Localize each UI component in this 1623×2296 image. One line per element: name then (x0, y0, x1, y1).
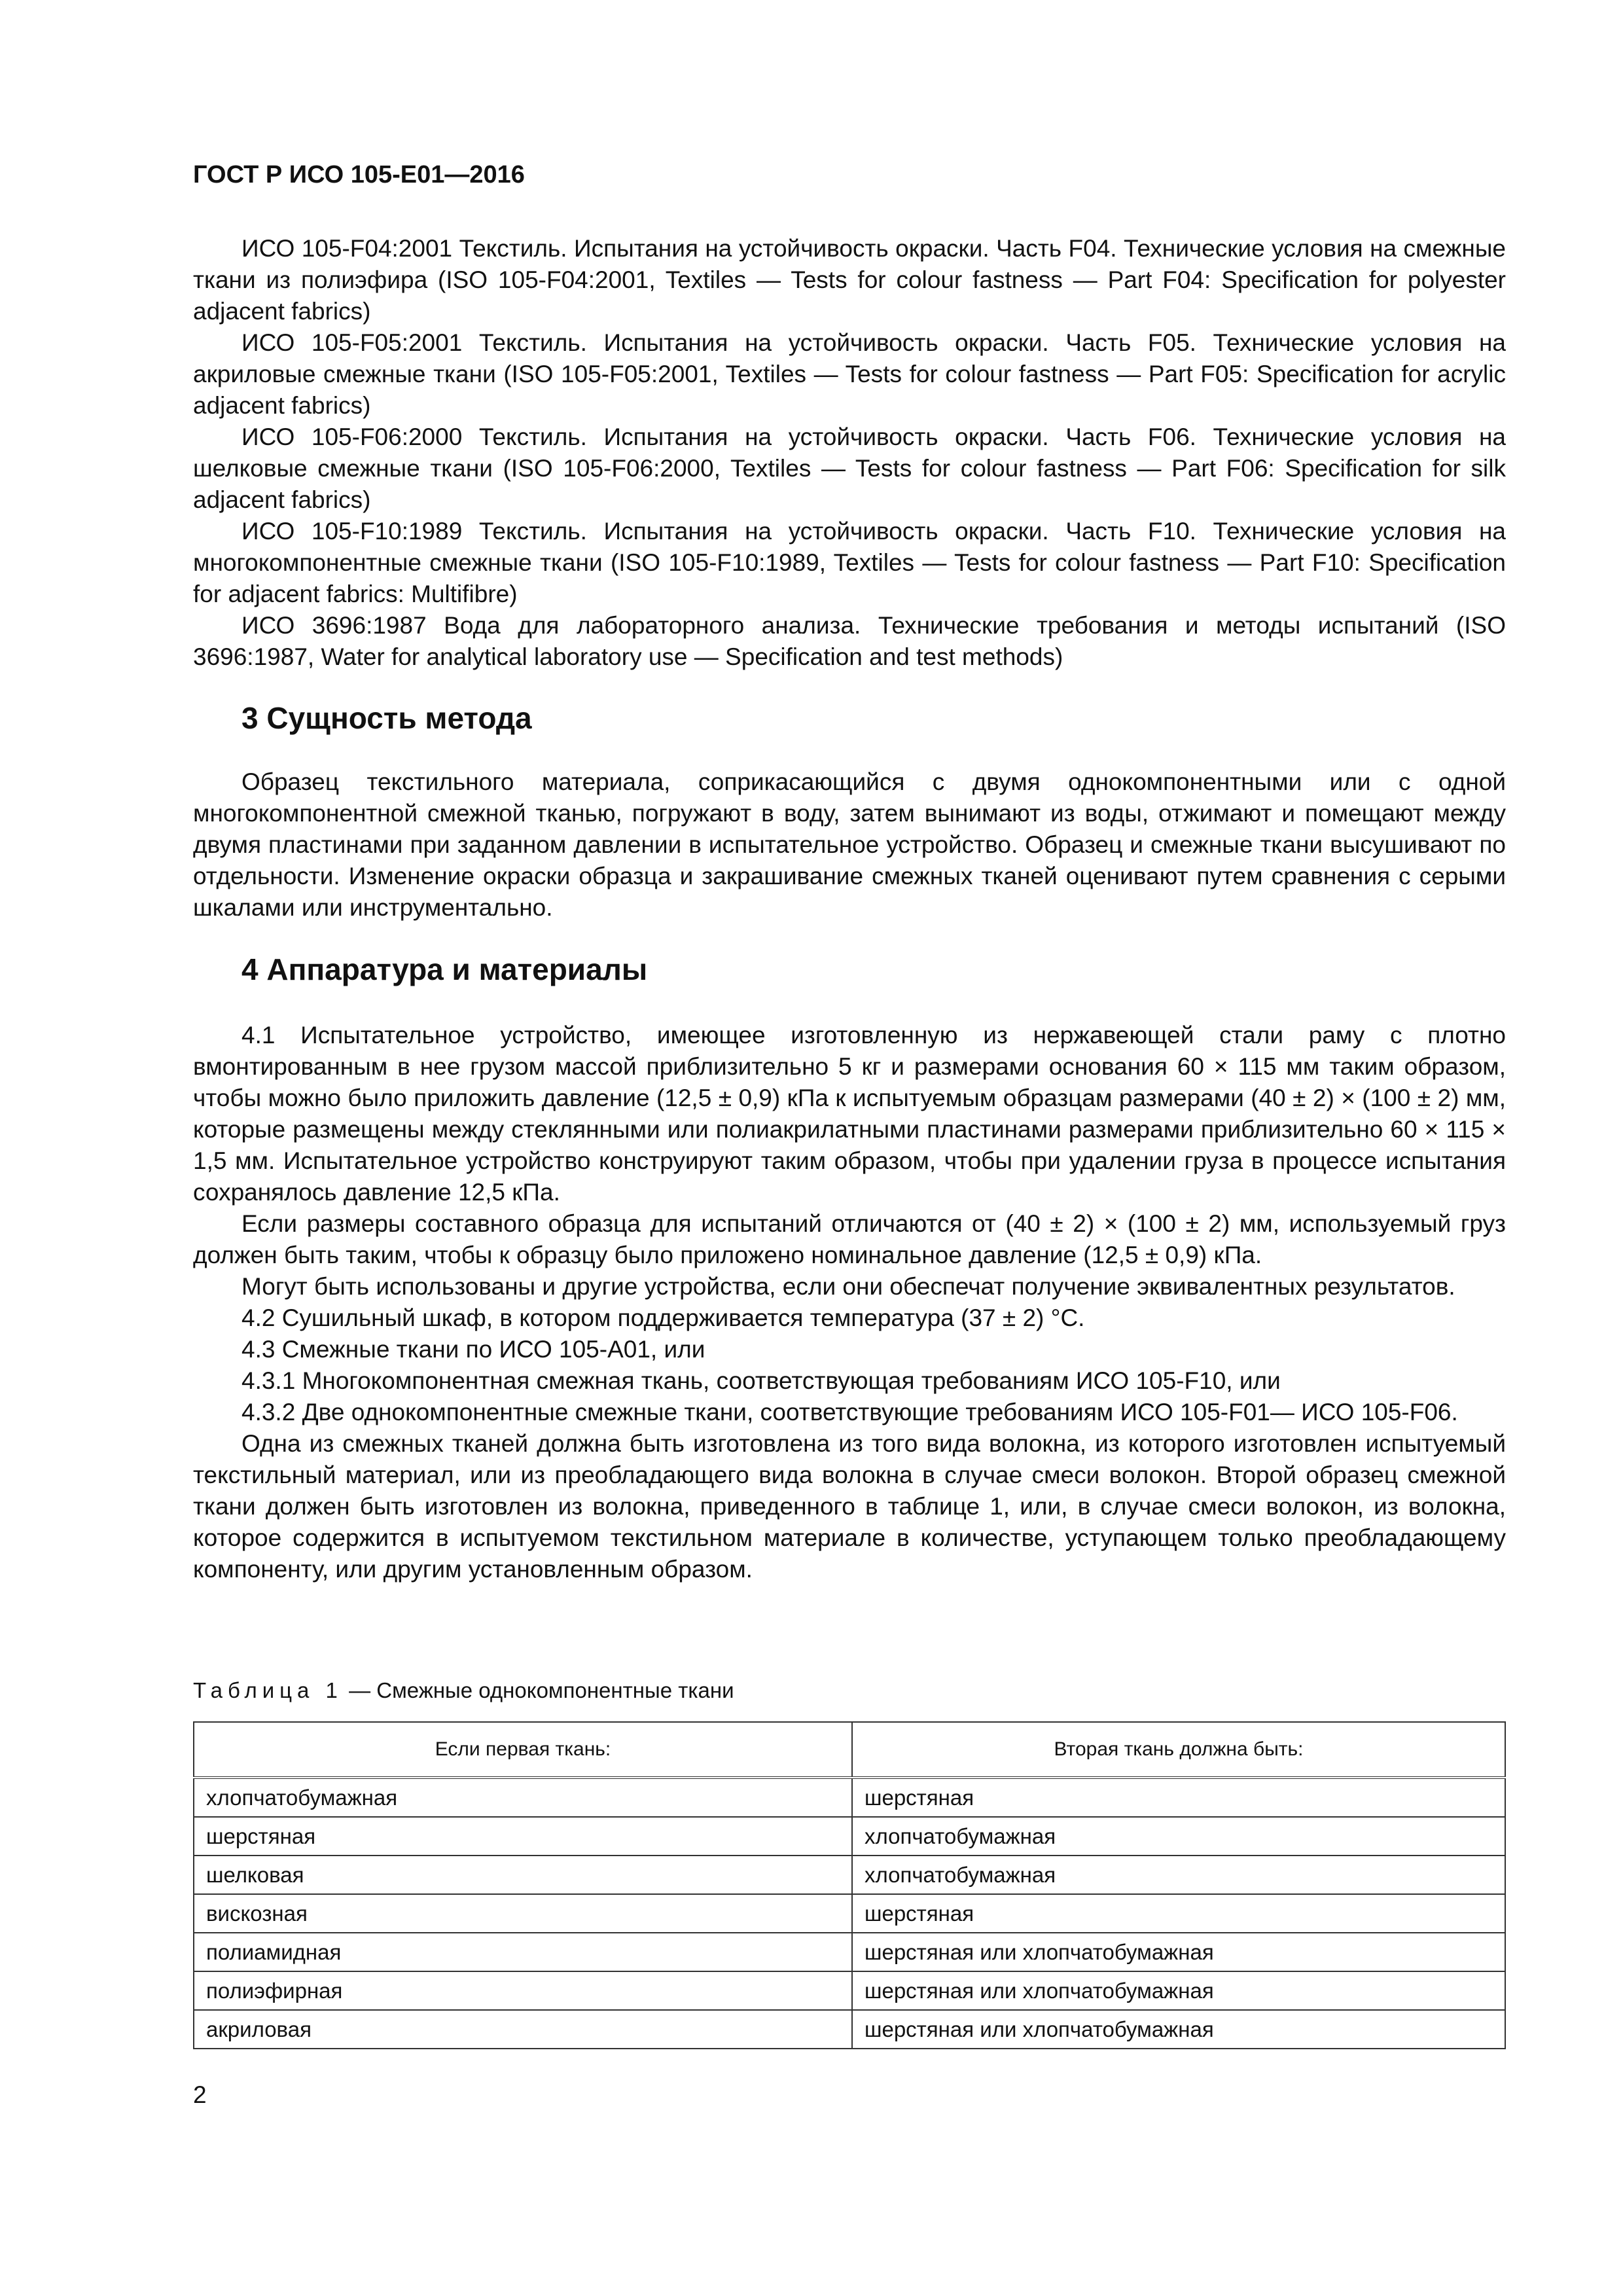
paragraph: Если размеры составного образца для испытаний отличаются от (40 ± 2) × (100 ± 2) мм, используемый груз должен быть таким, чтобы к образцу было приложено номинальное давление (12,5 ± 0,9) кПа. (193, 1210, 1506, 1268)
table-cell: акриловая (194, 2010, 852, 2049)
table-row (194, 1894, 1505, 1933)
table-cell: полиэфирная (194, 1971, 852, 2010)
table-row (194, 1933, 1505, 1971)
normative-references (193, 233, 1506, 673)
reference-item: ИСО 105-F10:1989 Текстиль. Испытания на устойчивость окраски. Часть F10. Технические условия на многокомпонентные смежные ткани (ISO 105-F10:1989, Textiles — Tests for colour fastness — Part F10: Specification for adjacent fabrics: Multifibre) (193, 518, 1506, 607)
paragraph: 4.1 Испытательное устройство, имеющее изготовленную из нержавеющей стали раму с плотно вмонтированным в нее грузом массой приблизительно 5 кг и размерами основания 60 × 115 мм таким образом, чтобы можно было приложить давление (12,5 ± 0,9) кПа к испытуемым образцам размерами (40 ± 2) × (100 ± 2) мм, которые размещены между стеклянными или полиакрилатными пластинами размерами приблизительно 60 × 115 × 1,5 мм. Испытательное устройство конструируют таким образом, чтобы при удалении груза в процессе испытания сохранялось давление 12,5 кПа. (193, 1022, 1506, 1206)
adjacent-fabrics-table (193, 1721, 1506, 2049)
section-3-body (193, 766, 1506, 924)
reference-item: ИСО 105-F04:2001 Текстиль. Испытания на устойчивость окраски. Часть F04. Технические условия на смежные ткани из полиэфира (ISO 105-F04:2001, Textiles — Tests for colour fastness — Part F04: Specification for polyester adjacent fabrics) (193, 235, 1506, 325)
table-cell: полиамидная (194, 1933, 852, 1971)
page-number: 2 (193, 2081, 207, 2108)
table-row (194, 1778, 1505, 1817)
table-cell: хлопчатобумажная (194, 1778, 852, 1817)
paragraph: 4.3.2 Две однокомпонентные смежные ткани, соответствующие требованиям ИСО 105-F01— ИСО 105-F06. (241, 1399, 1458, 1426)
paragraph: 4.3.1 Многокомпонентная смежная ткань, соответствующая требованиям ИСО 105-F10, или (241, 1367, 1281, 1394)
table-row (194, 2010, 1505, 2049)
table-row (194, 1856, 1505, 1894)
table-cell: хлопчатобумажная (852, 1856, 1505, 1894)
table-row (194, 1971, 1505, 2010)
table-cell: шерстяная или хлопчатобумажная (852, 1933, 1505, 1971)
paragraph: Могут быть использованы и другие устройства, если они обеспечат получение эквивалентных результатов. (241, 1273, 1455, 1300)
table-cell: хлопчатобумажная (852, 1817, 1505, 1856)
table-cell: шерстяная (852, 1778, 1505, 1817)
paragraph: 4.3 Смежные ткани по ИСО 105-A01, или (241, 1336, 705, 1363)
table-row (194, 1817, 1505, 1856)
table-caption-label: Таблица 1 (193, 1678, 343, 1702)
table-cell: шерстяная (852, 1894, 1505, 1933)
reference-item: ИСО 3696:1987 Вода для лабораторного анализа. Технические требования и методы испытаний (ISO 3696:1987, Water for analytical laboratory use — Specification and test methods) (193, 612, 1506, 670)
paragraph: 4.2 Сушильный шкаф, в котором поддерживается температура (37 ± 2) °С. (241, 1304, 1085, 1331)
table-cell: шерстяная или хлопчатобумажная (852, 1971, 1505, 2010)
section-3-heading: 3 Сущность метода (241, 701, 532, 735)
paragraph: Одна из смежных тканей должна быть изготовлена из того вида волокна, из которого изготовлен испытуемый текстильный материал, или из преобладающего вида волокна в случае смеси волокон. Второй образец смежной ткани должен быть изготовлен из волокна, приведенного в таблице 1, или, в случае смеси волокон, из волокна, которое содержится в испытуемом текстильном материале в количестве, уступающем только преобладающему компоненту, или другим установленным образом. (193, 1430, 1506, 1583)
table-caption (193, 1678, 1506, 1703)
reference-item: ИСО 105-F05:2001 Текстиль. Испытания на устойчивость окраски. Часть F05. Технические условия на акриловые смежные ткани (ISO 105-F05:2001, Textiles — Tests for colour fastness — Part F05: Specification for acrylic adjacent fabrics) (193, 329, 1506, 419)
section-4-heading: 4 Аппаратура и материалы (241, 952, 648, 986)
table-cell: шелковая (194, 1856, 852, 1894)
document-header: ГОСТ Р ИСО 105-E01—2016 (193, 161, 525, 188)
table-caption-text: — Смежные однокомпонентные ткани (342, 1678, 734, 1702)
table-header-row (194, 1722, 1505, 1778)
paragraph: Образец текстильного материала, соприкасающийся с двумя однокомпонентными или с одной многокомпонентной смежной тканью, погружают в воду, затем вынимают из воды, отжимают и помещают между двумя пластинами при заданном давлении в испытательное устройство. Образец и смежные ткани высушивают по отдельности. Изменение окраски образца и закрашивание смежных тканей оценивают путем сравнения с серыми шкалами или инструментально. (193, 768, 1506, 921)
table-cell: шерстяная или хлопчатобумажная (852, 2010, 1505, 2049)
column-header: Если первая ткань: (194, 1722, 852, 1778)
reference-item: ИСО 105-F06:2000 Текстиль. Испытания на устойчивость окраски. Часть F06. Технические условия на шелковые смежные ткани (ISO 105-F06:2000, Textiles — Tests for colour fastness — Part F06: Specification for silk adjacent fabrics) (193, 423, 1506, 513)
column-header: Вторая ткань должна быть: (852, 1722, 1505, 1778)
section-4-body (193, 1020, 1506, 1585)
table-cell: вискозная (194, 1894, 852, 1933)
table-cell: шерстяная (194, 1817, 852, 1856)
